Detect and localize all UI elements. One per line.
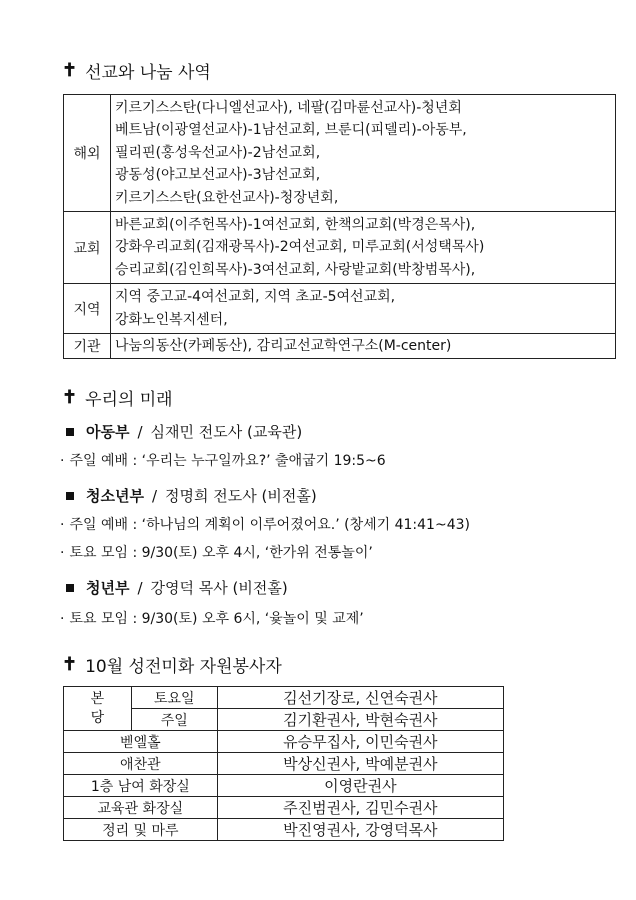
mission-line: 광동성(야고보선교사)-3남선교회, bbox=[115, 167, 321, 184]
dept-name: 청년부 bbox=[86, 579, 130, 597]
volunteers-row bbox=[64, 819, 504, 841]
dot-bullet-icon: · bbox=[60, 453, 65, 469]
slash-separator: / bbox=[137, 422, 143, 441]
dept-name: 아동부 bbox=[86, 423, 130, 441]
mission-category: 해외 bbox=[64, 95, 111, 212]
volunteer-names: 이영란권사 bbox=[217, 775, 503, 797]
volunteer-names: 주진범권사, 김민수권사 bbox=[217, 797, 503, 819]
mission-line: 지역 중고교-4여선교회, 지역 초교-5여선교회, bbox=[115, 289, 396, 305]
square-bullet-icon bbox=[66, 428, 74, 436]
dept-heading-children bbox=[66, 421, 302, 442]
mission-lines bbox=[111, 334, 616, 359]
volunteers-row bbox=[64, 753, 504, 775]
volunteer-names: 김선기장로, 신연숙권사 bbox=[217, 687, 503, 709]
volunteer-names: 유승무집사, 이민숙권사 bbox=[217, 731, 503, 753]
mission-row-overseas bbox=[64, 95, 616, 212]
volunteers-section-title bbox=[62, 652, 282, 677]
schedule-item bbox=[60, 450, 386, 470]
mission-row-institution bbox=[64, 334, 616, 359]
dot-bullet-icon: · bbox=[60, 545, 65, 561]
schedule-item bbox=[60, 542, 373, 562]
mission-category: 기관 bbox=[64, 334, 111, 359]
mission-section-title bbox=[62, 58, 211, 83]
volunteer-place: 벧엘홀 bbox=[64, 731, 218, 753]
dept-heading-young-adults bbox=[66, 577, 288, 598]
schedule-item bbox=[60, 608, 364, 628]
main-hall-label-line: 본 bbox=[90, 690, 105, 707]
future-title-text: 우리의 미래 bbox=[85, 390, 173, 410]
volunteers-title-text: 10월 성전미화 자원봉사자 bbox=[85, 657, 282, 677]
mission-line: 강화노인복지센터, bbox=[115, 311, 228, 328]
cross-icon: ✝ bbox=[62, 60, 78, 81]
volunteers-table bbox=[63, 686, 504, 841]
mission-row-church bbox=[64, 212, 616, 284]
mission-line: 필리핀(홍성욱선교사)-2남선교회, bbox=[115, 144, 321, 161]
volunteer-names: 박상신권사, 박예분권사 bbox=[217, 753, 503, 775]
slash-separator: / bbox=[151, 486, 158, 505]
main-hall-label-line: 당 bbox=[90, 709, 105, 726]
cross-icon: ✝ bbox=[62, 654, 78, 675]
main-hall-label bbox=[64, 687, 132, 731]
dot-bullet-icon: · bbox=[60, 517, 65, 533]
volunteers-row bbox=[64, 687, 504, 709]
mission-line: 키르기스스탄(다니엘선교사), 네팔(김마륜선교사)-청년회 bbox=[115, 99, 462, 116]
schedule-item bbox=[60, 514, 470, 534]
mission-lines bbox=[111, 284, 616, 334]
mission-line: 키르기스스탄(요한선교사)-청장년회, bbox=[115, 189, 339, 206]
mission-lines bbox=[111, 212, 616, 284]
mission-category: 교회 bbox=[64, 212, 111, 284]
square-bullet-icon bbox=[66, 584, 74, 592]
volunteer-place: 토요일 bbox=[131, 687, 217, 709]
volunteer-place: 교육관 화장실 bbox=[64, 797, 218, 819]
schedule-text: 주일 예배 : ‘하나님의 계획이 이루어졌어요.’ (창세기 41:41~43) bbox=[69, 517, 470, 533]
mission-line: 강화우리교회(김재광목사)-2여선교회, 미루교회(서성택목사) bbox=[115, 239, 485, 256]
volunteer-place: 1층 남여 화장실 bbox=[64, 775, 218, 797]
dept-heading-youth bbox=[66, 485, 317, 506]
dept-name: 청소년부 bbox=[86, 487, 144, 505]
mission-title-text: 선교와 나눔 사역 bbox=[85, 63, 211, 83]
square-bullet-icon bbox=[66, 492, 74, 500]
volunteers-row bbox=[64, 731, 504, 753]
volunteers-row bbox=[64, 797, 504, 819]
volunteer-place: 정리 및 마루 bbox=[64, 819, 218, 841]
mission-category: 지역 bbox=[64, 284, 111, 334]
volunteer-names: 박진영권사, 강영덕목사 bbox=[217, 819, 503, 841]
mission-line: 바른교회(이주헌목사)-1여선교회, 한책의교회(박경은목사), bbox=[115, 216, 476, 233]
volunteer-names: 김기환권사, 박현숙권사 bbox=[217, 709, 503, 731]
mission-lines bbox=[111, 95, 616, 212]
mission-table bbox=[63, 94, 616, 359]
volunteer-place: 애찬관 bbox=[64, 753, 218, 775]
mission-line: 승리교회(김인희목사)-3여선교회, 사랑밭교회(박창범목사), bbox=[115, 261, 476, 278]
mission-row-local bbox=[64, 284, 616, 334]
mission-line: 나눔의동산(카페동산), 감리교선교학연구소(M-center) bbox=[115, 337, 452, 354]
dept-leader: 정명희 전도사 (비전홀) bbox=[165, 487, 317, 505]
future-section-title bbox=[62, 385, 173, 410]
schedule-text: 토요 모임 : 9/30(토) 오후 6시, ‘윷놀이 및 교제’ bbox=[69, 611, 364, 627]
schedule-text: 주일 예배 : ‘우리는 누구일까요?’ 출애굽기 19:5~6 bbox=[69, 453, 386, 469]
slash-separator: / bbox=[137, 578, 143, 597]
cross-icon: ✝ bbox=[62, 387, 78, 408]
dot-bullet-icon: · bbox=[60, 611, 65, 627]
mission-line: 베트남(이광열선교사)-1남선교회, 브룬디(피델리)-아동부, bbox=[115, 122, 467, 139]
schedule-text: 토요 모임 : 9/30(토) 오후 4시, ‘한가위 전통놀이’ bbox=[69, 545, 373, 561]
volunteers-row bbox=[64, 775, 504, 797]
dept-leader: 심재민 전도사 (교육관) bbox=[150, 423, 303, 441]
dept-leader: 강영덕 목사 (비전홀) bbox=[150, 579, 288, 597]
volunteer-place: 주일 bbox=[131, 709, 217, 731]
